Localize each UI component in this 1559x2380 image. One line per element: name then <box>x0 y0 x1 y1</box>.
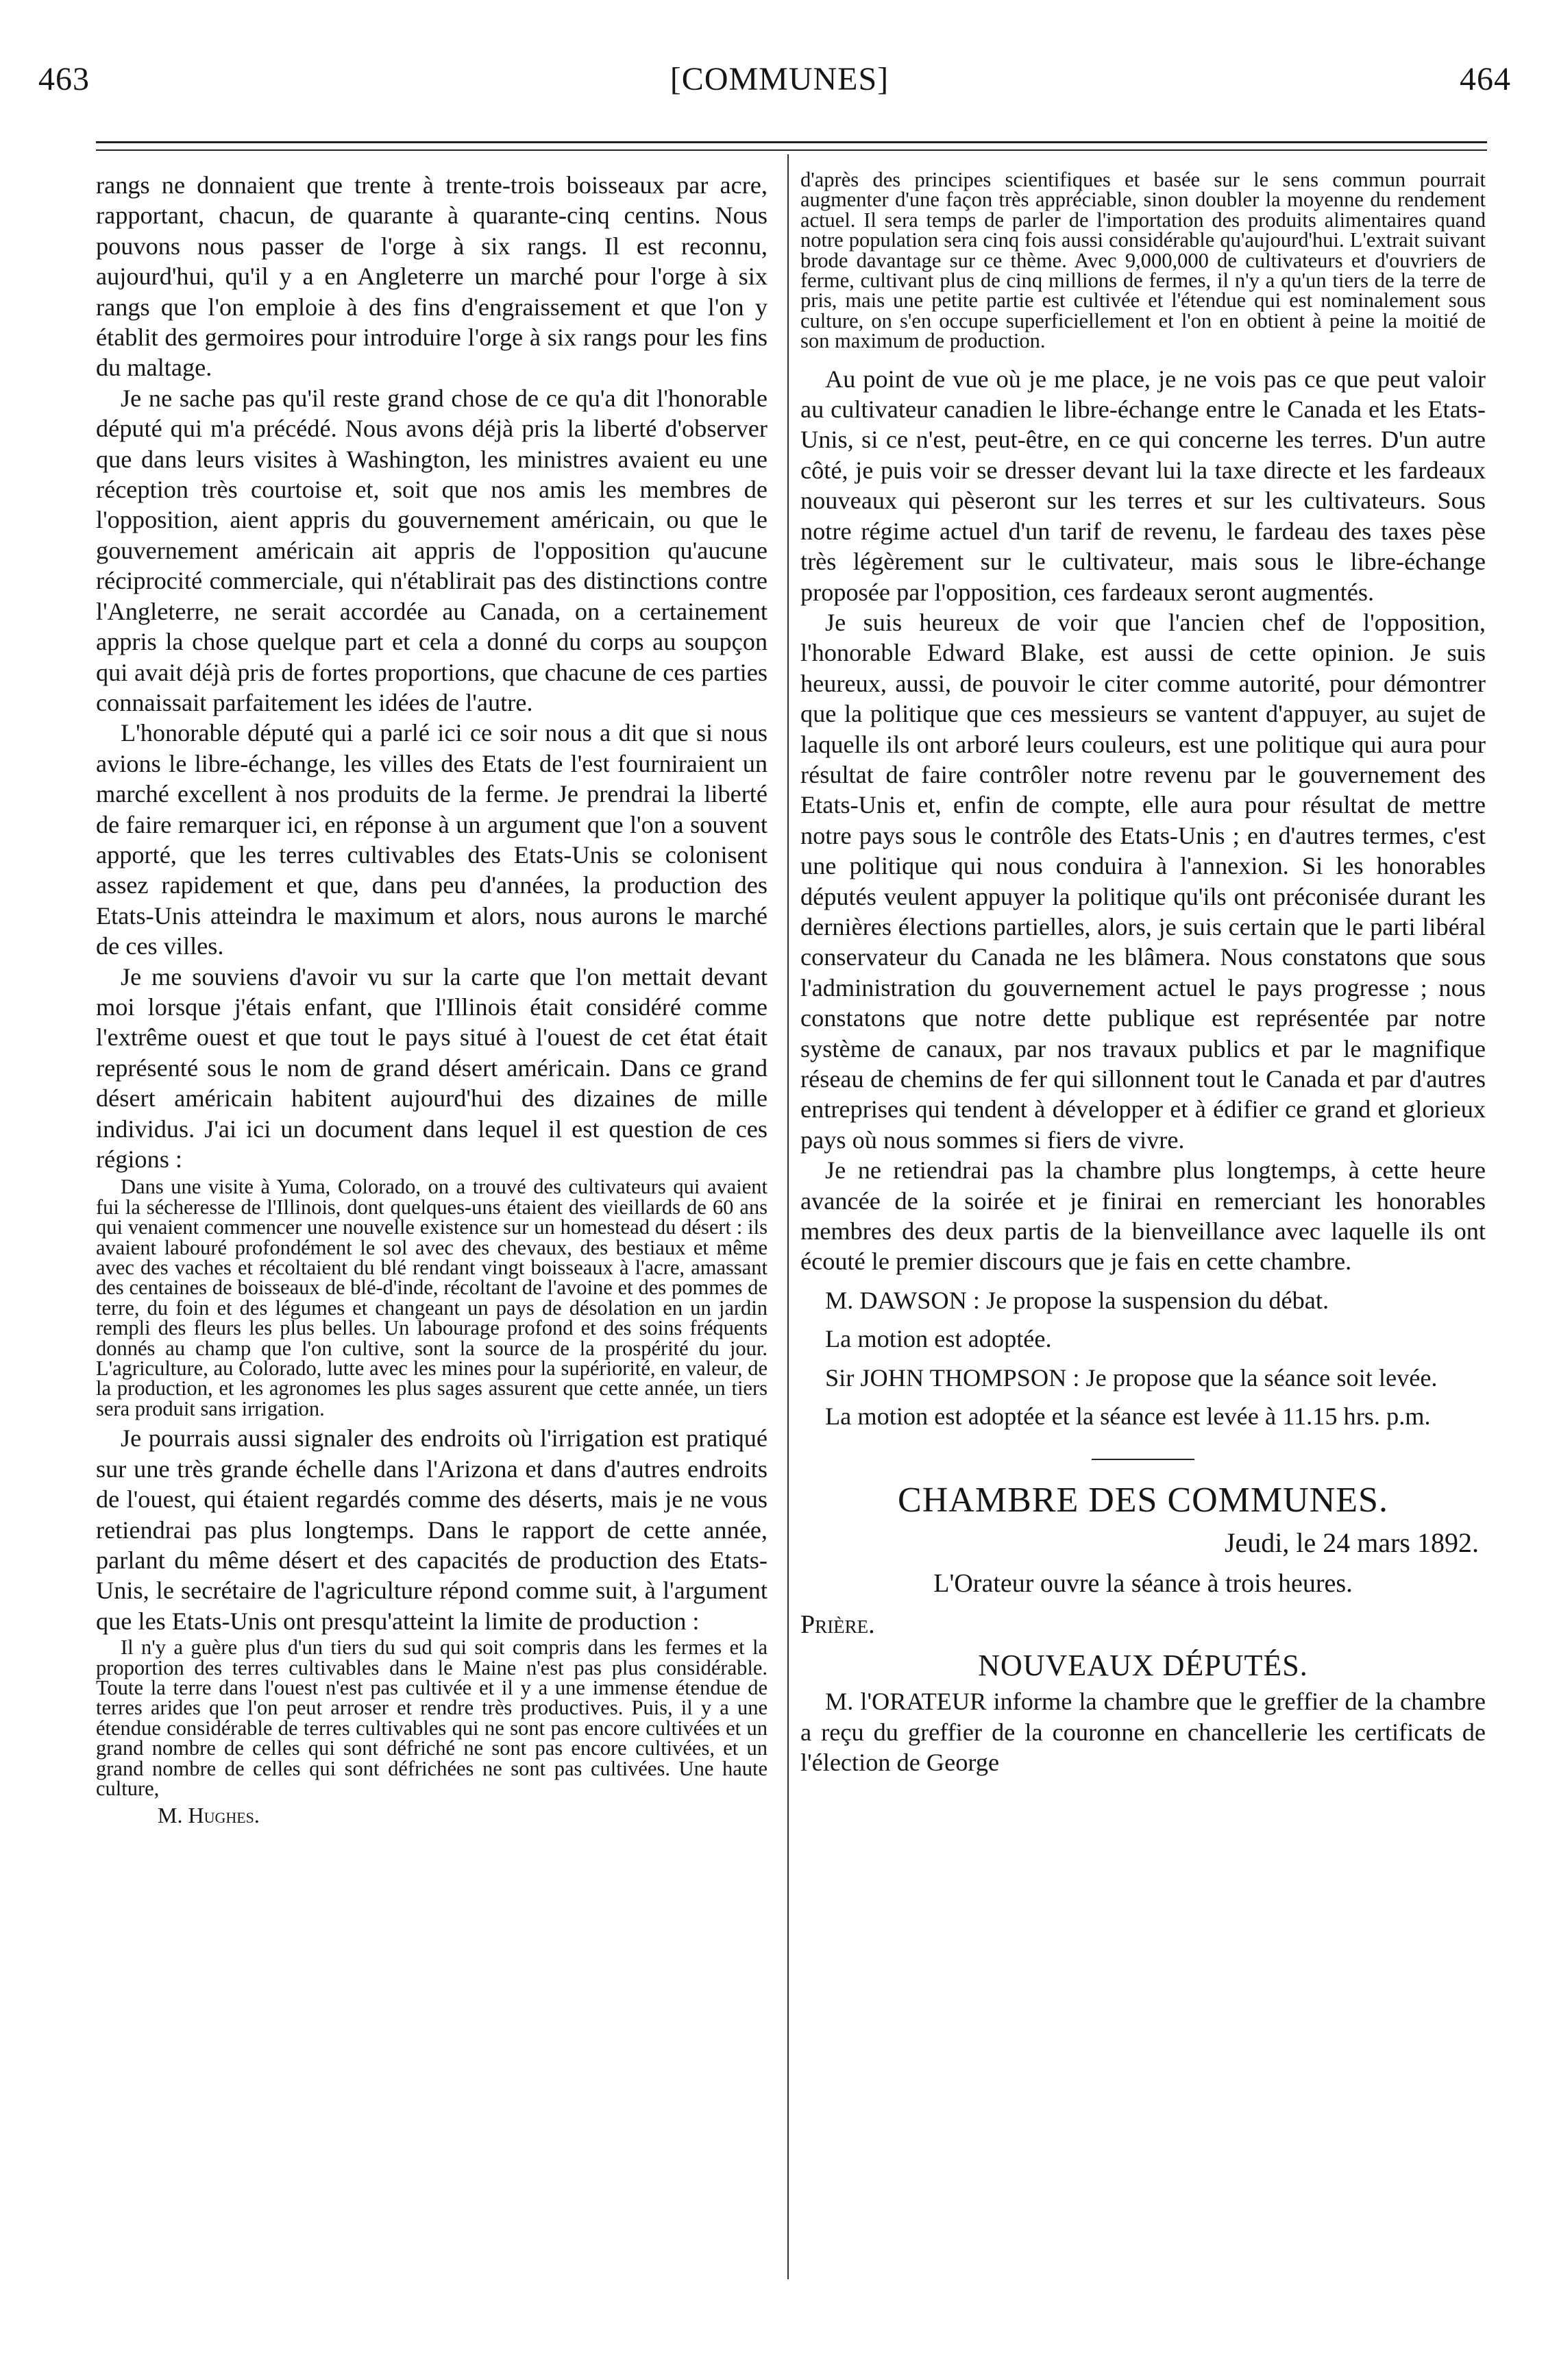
paragraph: Je ne sache pas qu'il reste grand chose de ce qu'a dit l'honorable député qui m'a précédé. Nous avons déjà pris la liberté d'observer que dans leurs visites à Washington, les ministres avaient eu une réception très courtoise et, soit que nos amis les membres de l'opposition, aient appris du gouvernement américain, ou que le gouvernement américain ait appris de l'opposition qu'aucune réciprocité commerciale, qui n'établirait pas des distinctions contre l'Angleterre, ne serait accordée au Canada, on a certainement appris la chose quelque part et cela a donné du corps au soupçon qui avait déjà pris de fortes proportions, que chacune de ces parties connaissait parfaitement les idées de l'autre. <box>96 384 768 716</box>
subsection-heading: NOUVEAUX DÉPUTÉS. <box>978 1649 1308 1683</box>
quote-signature: M. Hughes. <box>158 1803 260 1828</box>
block-quote: Dans une visite à Yuma, Colorado, on a trouvé des cultivateurs qui avaient fui la sécheresse de l'Illinois, dont quelques-uns étaient des vieillards de 60 ans qui venaient commencer une nouvelle existence sur un homestead du désert : ils avaient labouré profondément le sol avec des chevaux, des bestiaux et même avec des vaches et récoltaient du blé rendant vingt boisseaux à l'acre, amassant des centaines de boisseaux de blé-d'inde, récoltant de l'avoine et des pommes de terre, du foin et des légumes et changeant un pays de désolation en un jardin rempli des fleurs les plus belles. Un labourage profond et des soins fréquents donnés au champ que l'on cultive, sont la source de la prospérité du jour. L'agriculture, au Colorado, lutte avec les mines pour la supériorité, en valeur, de la production, et les agronomes les plus sages assurent que cette année, un tiers sera produit sans irrigation. <box>96 1175 768 1420</box>
priere-label: Prière. <box>800 1610 875 1640</box>
header-rule-thick <box>96 141 1487 143</box>
page-number-right: 464 <box>1460 61 1511 97</box>
running-title: [COMMUNES] <box>670 61 889 97</box>
paragraph: M. DAWSON : Je propose la suspension du débat. <box>825 1286 1329 1314</box>
paragraph: L'honorable député qui a parlé ici ce soir nous a dit que si nous avions le libre-échange, les villes des Etats de l'est fourniraient un marché excellent à nos produits de la ferme. Je prendrai la liberté de faire remarquer ici, en réponse à un argument que l'on a souvent apporté, que les terres cultivables des Etats-Unis se colonisent assez rapidement et que, dans peu d'années, la production des Etats-Unis atteindra le maximum et alors, nous aurons le marché de ces villes. <box>96 719 768 960</box>
session-date: Jeudi, le 24 mars 1892. <box>1224 1527 1479 1559</box>
paragraph: La motion est adoptée. <box>825 1325 1052 1353</box>
paragraph: Sir JOHN THOMPSON : Je propose que la séance soit levée. <box>825 1363 1438 1392</box>
session-opening: L'Orateur ouvre la séance à trois heures. <box>933 1569 1353 1599</box>
paragraph: Au point de vue où je me place, je ne vois pas ce que peut valoir au cultivateur canadien le libre-échange entre le Canada et les Etats-Unis, si ce n'est, peut-être, en ce qui concerne les terres. D'un autre côté, je puis voir se dresser devant lui la taxe directe et les fardeaux nouveaux qui pèseront sur les terres et sur les cultivateurs. Sous notre régime actuel d'un tarif de revenu, le fardeau des taxes pèse très légèrement sur le cultivateur, mais sous le libre-échange proposée par l'opposition, ces fardeaux seront augmentés. <box>800 365 1486 606</box>
paragraph: Je me souviens d'avoir vu sur la carte que l'on mettait devant moi lorsque j'étais enfant, que l'Illinois était considéré comme l'extrême ouest et que tout le pays situé à l'ouest de cet état était représenté sous le nom de grand désert américain. Dans ce grand désert américain habitent aujourd'hui des dizaines de mille individus. J'ai ici un document dans lequel il est question de ces régions : <box>96 962 768 1173</box>
page-header <box>0 60 1559 108</box>
column-divider <box>787 154 789 2279</box>
section-separator <box>1092 1459 1194 1460</box>
left-column <box>96 170 768 1826</box>
paragraph: Je suis heureux de voir que l'ancien chef de l'opposition, l'honorable Edward Blake, est aussi de cette opinion. Je suis heureux, aussi, de pouvoir le citer comme autorité, pour démontrer que la politique que ces messieurs se vantent d'appuyer, au sujet de laquelle ils ont arboré leurs couleurs, est une politique qui aura pour résultat de faire contrôler notre revenu par le gouvernement des Etats-Unis et, enfin de compte, elle aura pour résultat de mettre notre pays sous le contrôle des Etats-Unis ; en d'autres termes, c'est une politique qui nous conduira à l'annexion. Si les honorables députés veulent appuyer la politique qu'ils ont préconisée durant les dernières élections partielles, alors, je suis certain que le parti libéral conservateur du Canada ne les blâmera. Nous constatons que sous l'administration du gouvernement actuel le pays progresse ; nous constatons que notre dette publique est représentée par notre système de canaux, par nos travaux publics et par le magnifique réseau de chemins de fer qui sillonnent tout le Canada et par d'autres entreprises qui tendent à développer et à édifier ce grand et glorieux pays où nous sommes si fiers de vivre. <box>800 608 1486 1154</box>
page-number-left: 463 <box>38 61 90 97</box>
right-column <box>800 170 1486 1778</box>
block-quote-continued: d'après des principes scientifiques et basée sur le sens commun pourrait augmenter d'une façon très appréciable, sinon doubler la moyenne du rendement actuel. Il sera temps de parler de l'importation des produits alimentaires quand notre population sera cinq fois aussi considérable qu'aujourd'hui. L'extrait suivant brode davantage sur ce thème. Avec 9,000,000 de cultivateurs et d'ouvriers de ferme, cultivant plus de cinq millions de fermes, il n'y a qu'un tiers de la terre de pris, mais une petite partie est cultivée et l'étendue qui est nominalement sous culture, on s'en occupe superficiellement et l'on en obtient à peine la moitié de son maximum de production. <box>800 168 1486 353</box>
paragraph: M. l'ORATEUR informe la chambre que le greffier de la chambre a reçu du greffier de la couronne en chancellerie les certificats de l'élection de George <box>800 1688 1486 1777</box>
paragraph: Je pourrais aussi signaler des endroits où l'irrigation est pratiqué sur une très grande échelle dans l'Arizona et dans d'autres endroits de l'ouest, qui étaient regardés comme des déserts, mais je ne vous retiendrai pas plus longtemps. Dans le rapport de cette année, parlant du même désert et des capacités de production des Etats-Unis, le secrétaire de l'agriculture répond comme suit, à l'argument que les Etats-Unis ont presqu'atteint la limite de production : <box>96 1424 768 1635</box>
paragraph: rangs ne donnaient que trente à trente-trois boisseaux par acre, rapportant, chacun, de quarante à quarante-cinq centins. Nous pouvons nous passer de l'orge à six rangs. Il est reconnu, aujourd'hui, qu'il y a en Angleterre un marché pour l'orge à six rangs que l'on emploie à des fins d'engraissement et que l'on y établit des germoires pour introduire l'orge à six rangs pour les fins du maltage. <box>96 171 768 382</box>
header-rule-thin <box>96 149 1487 151</box>
block-quote: Il n'y a guère plus d'un tiers du sud qui soit compris dans les fermes et la proportion des terres cultivables dans le Maine n'est pas plus considérable. Toute la terre dans l'ouest n'est pas cultivée et il y a une immense étendue de terres arides que l'on peut arroser et rendre très productives. Puis, il y a une étendue considérable de terres cultivables qui ne sont pas encore cultivées et un grand nombre de celles qui sont défriché ne sont pas encore cultivées, et un grand nombre de celles qui sont défrichées ne sont pas cultivées. Une haute culture, <box>96 1636 768 1800</box>
section-heading: CHAMBRE DES COMMUNES. <box>898 1481 1388 1520</box>
paragraph: Je ne retiendrai pas la chambre plus longtemps, à cette heure avancée de la soirée et je finirai en remerciant les honorables membres des deux partis de la bienveillance avec laquelle ils ont écouté le premier discours que je fais en cette chambre. <box>800 1156 1486 1276</box>
paragraph: La motion est adoptée et la séance est levée à 11.15 hrs. p.m. <box>825 1402 1431 1431</box>
